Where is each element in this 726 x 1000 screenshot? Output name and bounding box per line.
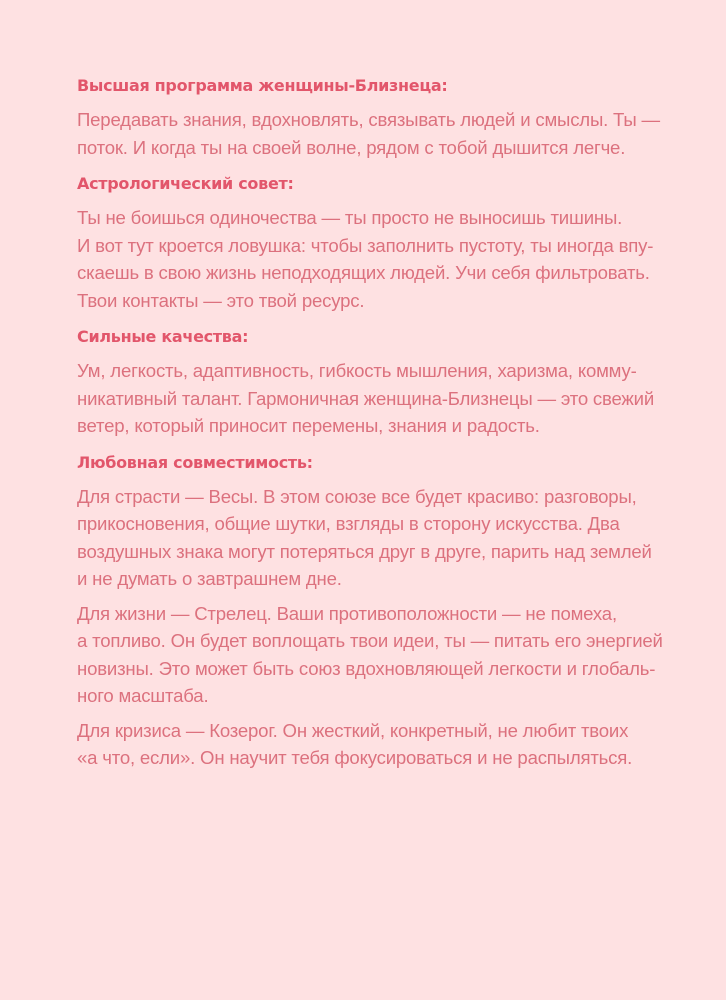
section-strong-qualities	[77, 327, 666, 440]
text-line: И вот тут кроется ловушка: чтобы заполнить пустоту, ты иногда впу-	[77, 234, 654, 256]
section-heading: Сильные качества:	[77, 327, 249, 346]
text-line: ного масштаба.	[77, 685, 209, 706]
text-line: Передавать знания, вдохновлять, связывать людей и смыслы. Ты —	[77, 109, 660, 130]
text-line: скаешь в свою жизнь неподходящих людей. Учи себя фильтровать.	[77, 262, 650, 283]
paragraph	[77, 204, 666, 314]
section-heading: Астрологический совет:	[77, 174, 294, 193]
section-heading: Любовная совместимость:	[77, 452, 313, 472]
paragraph-crisis	[77, 717, 666, 772]
text-line: Для жизни — Стрелец. Ваши противоположности — не помеха,	[77, 602, 617, 624]
section-astrological-advice	[77, 174, 666, 314]
paragraph-life	[77, 600, 666, 710]
text-line: новизны. Это может быть союз вдохновляющей легкости и глобаль-	[77, 657, 656, 679]
paragraph-passion	[77, 483, 666, 593]
text-line: прикосновения, общие шутки, взгляды в сторону искусства. Два	[77, 513, 620, 534]
text-line: Ты не боишься одиночества — ты просто не выносишь тишины.	[77, 207, 623, 228]
section-love-compatibility	[77, 453, 666, 772]
section-heading: Высшая программа женщины-Близнеца:	[77, 76, 448, 95]
text-line: Твои контакты — это твой ресурс.	[77, 289, 365, 311]
text-line: а топливо. Он будет воплощать твои идеи, ты — питать его энергией	[77, 630, 663, 651]
text-line: ветер, который приносит перемены, знания и радость.	[77, 415, 540, 436]
text-line: Ум, легкость, адаптивность, гибкость мышления, харизма, комму-	[77, 360, 637, 381]
paragraph	[77, 106, 666, 161]
text-line: воздушных знака могут потеряться друг в друге, парить над землей	[77, 540, 652, 562]
section-highest-program	[77, 76, 666, 161]
text-line: «а что, если». Он научит тебя фокусироваться и не распыляться.	[77, 747, 633, 768]
paragraph	[77, 357, 666, 440]
text-line: поток. И когда ты на своей волне, рядом с тобой дышится легче.	[77, 136, 626, 158]
text-line: никативный талант. Гармоничная женщина-Близнецы — это свежий	[77, 387, 655, 409]
text-line: и не думать о завтрашнем дне.	[77, 568, 342, 589]
text-line: Для кризиса — Козерог. Он жесткий, конкретный, не любит твоих	[77, 719, 629, 741]
text-line: Для страсти — Весы. В этом союзе все будет красиво: разговоры,	[77, 485, 637, 507]
